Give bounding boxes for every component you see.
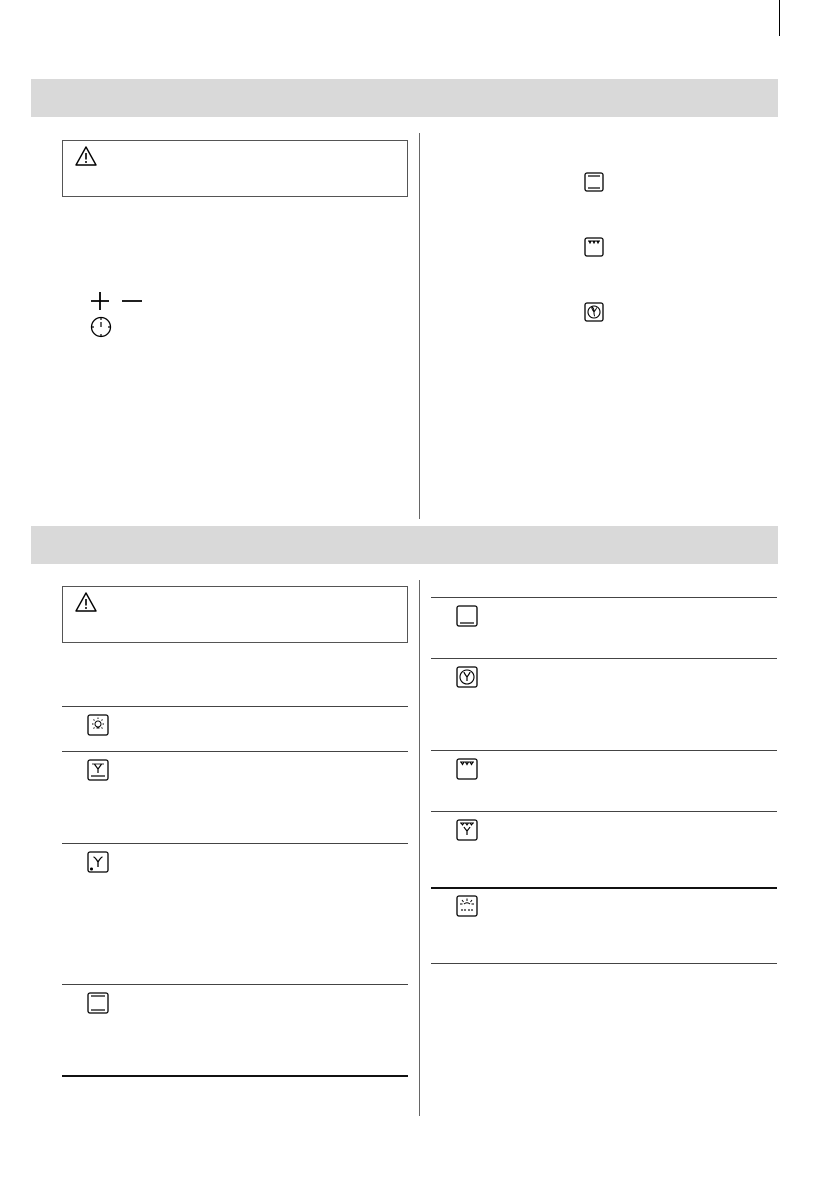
table-rule	[62, 843, 408, 844]
table-rule-thick	[431, 887, 777, 889]
true-fan-cooking-icon	[584, 302, 604, 322]
warning-triangle-icon	[75, 592, 97, 612]
grill-icon	[456, 895, 478, 917]
section-header-bar-2	[31, 526, 778, 564]
section-header-bar-1	[31, 79, 778, 117]
table-rule	[431, 750, 777, 751]
true-fan-cooking-icon	[456, 666, 478, 688]
table-rule	[431, 658, 777, 659]
table-rule	[62, 751, 408, 752]
minus-icon	[121, 291, 143, 311]
table-rule-bottom	[62, 1075, 408, 1077]
plus-icon	[90, 291, 110, 311]
conventional-heating-icon	[87, 992, 109, 1014]
pizza-function-icon	[87, 759, 109, 781]
conventional-heating-icon	[584, 172, 604, 192]
moist-fan-baking-icon	[87, 851, 109, 875]
conventional-heating-icon	[456, 605, 478, 627]
top-heat-icon	[456, 758, 478, 780]
warning-triangle-icon	[75, 146, 97, 166]
column-divider-2	[419, 580, 420, 1116]
column-divider-1	[419, 133, 420, 519]
warning-box-1	[62, 140, 408, 197]
page-edge-rule	[779, 0, 780, 36]
table-rule	[431, 597, 777, 598]
table-rule	[62, 984, 408, 985]
table-rule	[62, 706, 408, 707]
clock-icon	[90, 316, 112, 338]
table-rule-bottom	[431, 963, 777, 964]
warning-box-2	[62, 586, 408, 643]
turbo-grilling-icon	[456, 819, 478, 841]
table-rule	[431, 811, 777, 812]
oven-light-icon	[87, 714, 109, 736]
top-heat-icon	[584, 237, 604, 257]
